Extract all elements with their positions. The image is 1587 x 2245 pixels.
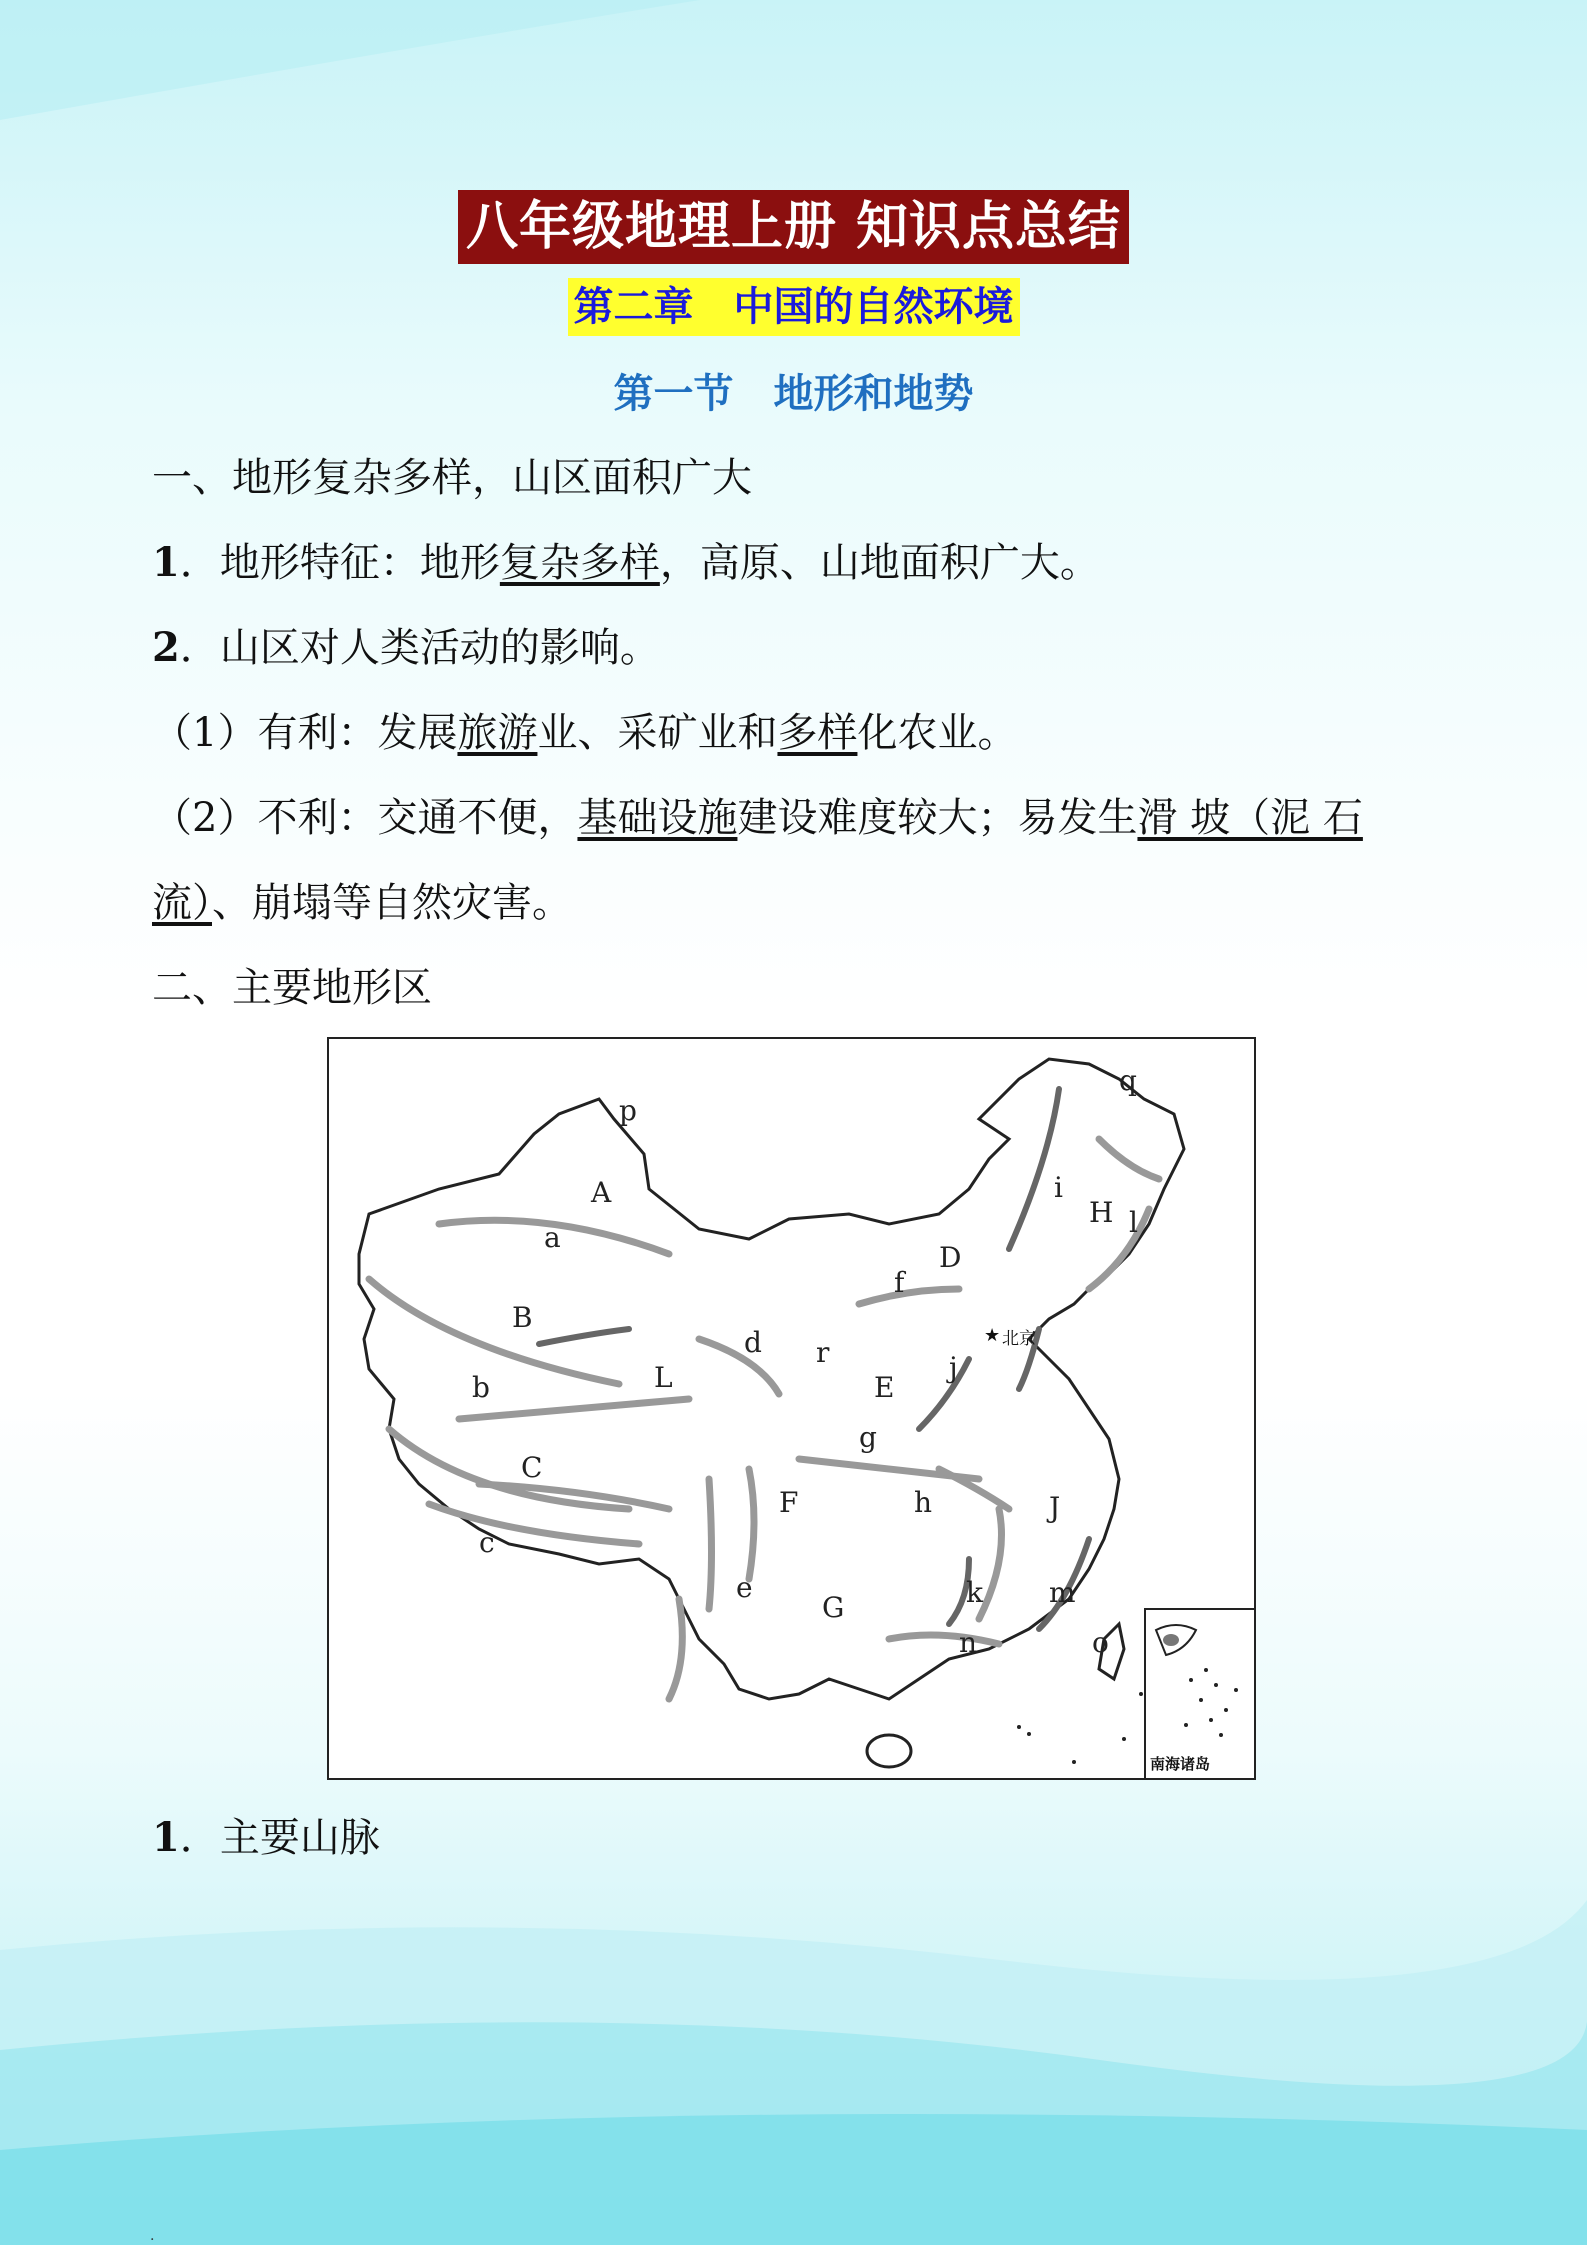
underlined-answer: 多样 <box>777 710 858 756</box>
underlined-answer: 基础设施 <box>577 795 738 841</box>
map-letter: m <box>1049 1576 1076 1609</box>
sub-prefix: （2）不利：交通不便， <box>152 795 578 841</box>
item-text: ．山区对人类活动的影响。 <box>179 625 660 671</box>
map-letter: A <box>591 1176 612 1209</box>
map-letter: d <box>744 1326 762 1359</box>
sub-item-disadvantages <box>152 790 1452 846</box>
map-letter: n <box>959 1626 978 1659</box>
map-letter: G <box>822 1591 845 1624</box>
map-letter: j <box>949 1351 958 1384</box>
sub-mid: 建设难度较大；易发生 <box>737 795 1138 841</box>
map-letter: i <box>1054 1171 1063 1204</box>
sub-rest: 化农业。 <box>857 710 1018 756</box>
underlined-answer: 复杂多样 <box>499 540 660 586</box>
beijing-star-icon: ★ <box>984 1325 1001 1346</box>
map-letter: q <box>1119 1064 1137 1097</box>
mountain-ranges <box>369 1139 1159 1699</box>
heading-terrain-diversity: 一、地形复杂多样，山区面积广大 <box>152 455 752 501</box>
item-mountain-impact <box>152 620 1452 676</box>
map-letter: J <box>1049 1491 1061 1524</box>
item-number: 1 <box>152 539 180 586</box>
item-text: ．主要山脉 <box>179 1815 380 1861</box>
map-letter: L <box>654 1361 673 1394</box>
item-number: 2 <box>152 624 180 671</box>
underlined-answer: 旅游 <box>457 710 538 756</box>
map-letter: k <box>966 1576 983 1609</box>
map-letter: h <box>914 1486 933 1519</box>
map-letter: o <box>1092 1626 1109 1659</box>
sub-prefix: （1）有利：发展 <box>152 710 458 756</box>
map-letter: r <box>816 1336 830 1369</box>
item-label: ．地形特征：地形 <box>179 540 500 586</box>
map-letter: B <box>512 1301 533 1334</box>
inset-label: 南海诸岛 <box>1150 1755 1211 1773</box>
map-letter: F <box>779 1486 799 1519</box>
map-letter: b <box>472 1371 490 1404</box>
sub-rest: 、崩塌等自然灾害。 <box>212 880 572 926</box>
map-letter: e <box>736 1571 753 1604</box>
heading-main-landforms: 二、主要地形区 <box>152 965 432 1011</box>
map-letter: a <box>544 1221 561 1254</box>
china-outline-drawing <box>329 1039 1258 1782</box>
map-letter: D <box>939 1241 962 1274</box>
beijing-label: 北京 <box>1002 1329 1036 1349</box>
map-letter: f <box>894 1266 905 1299</box>
map-letter: C <box>521 1451 543 1484</box>
sub-mid: 业、采矿业和 <box>537 710 778 756</box>
south-china-sea-inset <box>1144 1608 1254 1778</box>
sub-item-advantages <box>152 705 1452 761</box>
map-letter: l <box>1129 1206 1138 1239</box>
map-letter: E <box>874 1371 895 1404</box>
china-terrain-map <box>327 1037 1256 1780</box>
hainan-island <box>867 1735 911 1767</box>
item-number: 1 <box>152 1814 180 1861</box>
item-terrain-features <box>152 535 1452 591</box>
chapter-title: 第二章 中国的自然环境 <box>568 278 1020 336</box>
sea-islands <box>1017 1677 1151 1764</box>
item-rest: ，高原、山地面积广大。 <box>659 540 1100 586</box>
item-main-mountains <box>152 1810 1452 1866</box>
map-letter: H <box>1089 1196 1114 1229</box>
underlined-answer: 流） <box>152 880 212 926</box>
document-title: 八年级地理上册 知识点总结 <box>458 190 1129 264</box>
map-letter: c <box>479 1526 495 1559</box>
map-letter: p <box>619 1094 637 1127</box>
mountain-ranges-dark <box>539 1089 1089 1629</box>
section-title: 第一节 地形和地势 <box>613 371 974 417</box>
sub-item-disadvantages-cont <box>152 875 1452 931</box>
map-letter: g <box>859 1421 877 1454</box>
underlined-answer: 滑 坡（泥 石 <box>1137 795 1363 841</box>
footer-dot: . <box>150 2228 155 2244</box>
